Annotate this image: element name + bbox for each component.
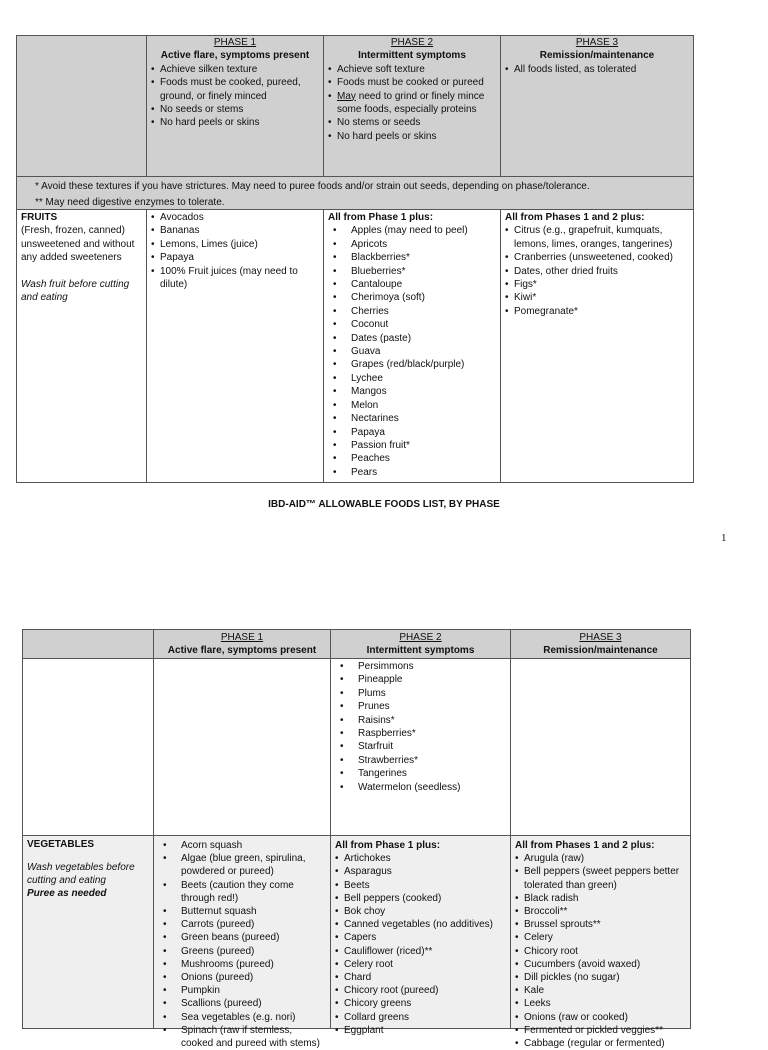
fruits-phase1-list <box>151 211 319 291</box>
list-item: • Algae (blue green, spirulina, powdered or pureed) <box>158 852 326 878</box>
list-item: • Nectarines <box>328 412 496 425</box>
list-item: • Dates, other dried fruits <box>505 265 689 278</box>
list-item: • Tangerines <box>335 767 506 780</box>
list-item: • Butternut squash <box>158 905 326 918</box>
list-item: • Sea vegetables (e.g. nori) <box>158 1011 326 1024</box>
phase2-subtitle: Intermittent symptoms <box>358 50 466 62</box>
list-item: • Lychee <box>328 372 496 385</box>
phase3-criteria-list <box>505 63 689 76</box>
phase3-subtitle: Remission/maintenance <box>543 645 658 657</box>
fruits-wash-note: Wash fruit before cutting and eating <box>21 278 130 304</box>
vegetables-phase3-list <box>515 852 686 1050</box>
list-item: • Guava <box>328 345 496 358</box>
list-item <box>328 90 496 117</box>
phase-table-page2 <box>22 629 691 1050</box>
list-item: • Blueberries* <box>328 265 496 278</box>
phase3-header-cell <box>511 630 690 658</box>
fruits-phase2-continued-list <box>335 660 506 794</box>
phase3-subtitle: Remission/maintenance <box>539 50 655 62</box>
list-item: • Achieve soft texture <box>328 63 496 76</box>
list-item: • Capers <box>335 931 506 944</box>
list-item: • Beets <box>335 879 506 892</box>
vegetables-category-cell <box>23 836 154 1028</box>
fruits-continued-row <box>23 659 690 836</box>
list-item: • Lemons, Limes (juice) <box>151 238 319 251</box>
list-item: • Mushrooms (pureed) <box>158 958 326 971</box>
category-cell-empty <box>23 659 154 835</box>
list-item: • Achieve silken texture <box>151 63 319 76</box>
fruits-phase2-continued-cell <box>331 659 511 835</box>
phase1-header-cell <box>147 36 324 176</box>
list-item: • Collard greens <box>335 1011 506 1024</box>
list-item: • Prunes <box>335 700 506 713</box>
phase2-title: PHASE 2 <box>390 37 434 48</box>
phase2-subtitle: Intermittent symptoms <box>366 645 475 657</box>
list-item: • Coconut <box>328 318 496 331</box>
list-item: • No seeds or stems <box>151 103 319 116</box>
phase2-title: PHASE 2 <box>399 632 442 643</box>
phase3-header-cell <box>501 36 693 176</box>
list-item: • Greens (pureed) <box>158 945 326 958</box>
list-item: • Celery root <box>335 958 506 971</box>
vegetables-phase1-cell <box>154 836 331 1050</box>
phase1-criteria-list <box>151 63 319 130</box>
list-item: • Pomegranate* <box>505 305 689 318</box>
list-item: • Apples (may need to peel) <box>328 224 496 237</box>
list-item: • Mangos <box>328 385 496 398</box>
list-item: • Cantaloupe <box>328 278 496 291</box>
fruits-phase3-list <box>505 224 689 318</box>
phase1-header-cell <box>154 630 331 658</box>
page-number: 1 <box>721 532 727 544</box>
list-item: • Chard <box>335 971 506 984</box>
list-item: • Dill pickles (no sugar) <box>515 971 686 984</box>
phase3-title: PHASE 3 <box>579 632 622 643</box>
list-item: • Fermented or pickled veggies** <box>515 1024 686 1037</box>
texture-notes-row <box>17 177 693 210</box>
vegetables-phase2-cell <box>331 836 511 1036</box>
list-item: • Chicory root (pureed) <box>335 984 506 997</box>
phase3-title: PHASE 3 <box>575 37 619 48</box>
list-item: • Kiwi* <box>505 291 689 304</box>
list-item: • Bananas <box>151 224 319 237</box>
fruits-row <box>17 210 693 482</box>
list-item: • Passion fruit* <box>328 439 496 452</box>
list-item: • No hard peels or skins <box>151 116 319 129</box>
list-item: • Raisins* <box>335 714 506 727</box>
phase1-subtitle: Active flare, symptoms present <box>160 50 310 62</box>
list-item: • Pumpkin <box>158 984 326 997</box>
phase1-title: PHASE 1 <box>213 37 257 48</box>
list-item: • Acorn squash <box>158 839 326 852</box>
vegetables-phase3-cell <box>511 836 690 1050</box>
emphasis-text: May <box>337 90 356 102</box>
list-item: • Citrus (e.g., grapefruit, kumquats, lemons, limes, oranges, tangerines) <box>505 224 689 251</box>
list-item: • Canned vegetables (no additives) <box>335 918 506 931</box>
list-item: • Brussel sprouts** <box>515 918 686 931</box>
list-item: • Artichokes <box>335 852 506 865</box>
phase-header-row-2 <box>23 630 690 659</box>
phase1-cell-empty <box>154 659 331 835</box>
list-item: • Broccoli** <box>515 905 686 918</box>
list-item: • Watermelon (seedless) <box>335 781 506 794</box>
list-item: • Celery <box>515 931 686 944</box>
vegetables-puree-note: Puree as needed <box>27 888 107 900</box>
header-corner-cell <box>23 630 154 658</box>
vegetables-wash-note: Wash vegetables before cutting and eating <box>27 862 135 886</box>
list-item: • Beets (caution they come through red!) <box>158 879 326 905</box>
list-item: • Cabbage (regular or fermented) <box>515 1037 686 1050</box>
list-item: • All foods listed, as tolerated <box>505 63 689 76</box>
list-item: • Raspberries* <box>335 727 506 740</box>
fruits-phase2-list <box>328 224 496 479</box>
list-item: • Melon <box>328 399 496 412</box>
phase2-header-cell <box>331 630 511 658</box>
list-item: • Foods must be cooked, pureed, ground, or finely minced <box>151 76 319 103</box>
list-item: • Arugula (raw) <box>515 852 686 865</box>
phase3-cell-empty <box>511 659 690 835</box>
phase1-title: PHASE 1 <box>220 632 264 643</box>
vegetables-phase2-heading: All from Phase 1 plus: <box>335 840 441 851</box>
list-item: • Onions (raw or cooked) <box>515 1011 686 1024</box>
phase2-header-cell <box>324 36 501 176</box>
fruits-phase2-heading: All from Phase 1 plus: <box>328 212 434 223</box>
list-item: • Cranberries (unsweetened, cooked) <box>505 251 689 264</box>
list-item: • Eggplant <box>335 1024 506 1037</box>
vegetables-phase3-heading: All from Phases 1 and 2 plus: <box>515 840 655 851</box>
list-item: • Grapes (red/black/purple) <box>328 358 496 371</box>
vegetables-phase2-list <box>335 852 506 1037</box>
list-item: • Cherries <box>328 305 496 318</box>
list-item: • Figs* <box>505 278 689 291</box>
list-item: • Papaya <box>151 251 319 264</box>
list-item: • Onions (pureed) <box>158 971 326 984</box>
list-item: • Foods must be cooked or pureed <box>328 76 496 89</box>
list-item: • Papaya <box>328 426 496 439</box>
list-item: • Persimmons <box>335 660 506 673</box>
phase-table-page1 <box>16 35 694 483</box>
list-item: • Chicory greens <box>335 997 506 1010</box>
fruits-description: (Fresh, frozen, canned) unsweetened and without any added sweeteners <box>21 225 135 264</box>
vegetables-row <box>23 836 690 1050</box>
phase2-criteria-list <box>328 63 496 143</box>
list-item: • Green beans (pureed) <box>158 931 326 944</box>
list-item: • Peaches <box>328 452 496 465</box>
list-item: • Bell peppers (cooked) <box>335 892 506 905</box>
fruits-phase3-cell <box>501 210 693 482</box>
list-item: • Dates (paste) <box>328 332 496 345</box>
list-item: • Cucumbers (avoid waxed) <box>515 958 686 971</box>
list-item: • 100% Fruit juices (may need to dilute) <box>151 265 319 292</box>
list-item: • Blackberries* <box>328 251 496 264</box>
list-item: • Apricots <box>328 238 496 251</box>
fruits-phase2-cell <box>324 210 501 482</box>
fruits-title: FRUITS <box>21 212 58 223</box>
fruits-category-cell <box>17 210 147 482</box>
list-item: • Asparagus <box>335 865 506 878</box>
list-item: • Spinach (raw if stemless, cooked and pureed with stems) <box>158 1024 326 1050</box>
list-item: • Leeks <box>515 997 686 1010</box>
list-item: • Kale <box>515 984 686 997</box>
note-enzymes: ** May need digestive enzymes to tolerate. <box>35 197 225 208</box>
list-item: • Cherimoya (soft) <box>328 291 496 304</box>
list-item: • No stems or seeds <box>328 116 496 129</box>
fruits-phase3-heading: All from Phases 1 and 2 plus: <box>505 212 645 223</box>
note-strictures: * Avoid these textures if you have strictures. May need to puree foods and/or strain out seeds, depending on phase/tolerance. <box>35 181 590 192</box>
list-item: • Cauliflower (riced)** <box>335 945 506 958</box>
list-item: • Avocados <box>151 211 319 224</box>
page-caption: IBD-AID™ ALLOWABLE FOODS LIST, BY PHASE <box>268 499 500 510</box>
vegetables-phase1-list <box>158 839 326 1050</box>
list-item: • Strawberries* <box>335 754 506 767</box>
list-item: • Pineapple <box>335 673 506 686</box>
list-item: • Chicory root <box>515 945 686 958</box>
list-item-text: need to grind or finely mince some foods, especially proteins <box>337 90 485 116</box>
phase1-subtitle: Active flare, symptoms present <box>167 645 317 657</box>
list-item: • Plums <box>335 687 506 700</box>
list-item: • Bell peppers (sweet peppers better tolerated than green) <box>515 865 686 891</box>
list-item: • Carrots (pureed) <box>158 918 326 931</box>
header-corner-cell <box>17 36 147 176</box>
list-item: • Bok choy <box>335 905 506 918</box>
list-item: • No hard peels or skins <box>328 130 496 143</box>
phase-header-row <box>17 36 693 177</box>
vegetables-title: VEGETABLES <box>27 839 95 850</box>
fruits-phase1-cell <box>147 210 324 482</box>
list-item: • Scallions (pureed) <box>158 997 326 1010</box>
list-item: • Pears <box>328 466 496 479</box>
list-item: • Starfruit <box>335 740 506 753</box>
list-item: • Black radish <box>515 892 686 905</box>
